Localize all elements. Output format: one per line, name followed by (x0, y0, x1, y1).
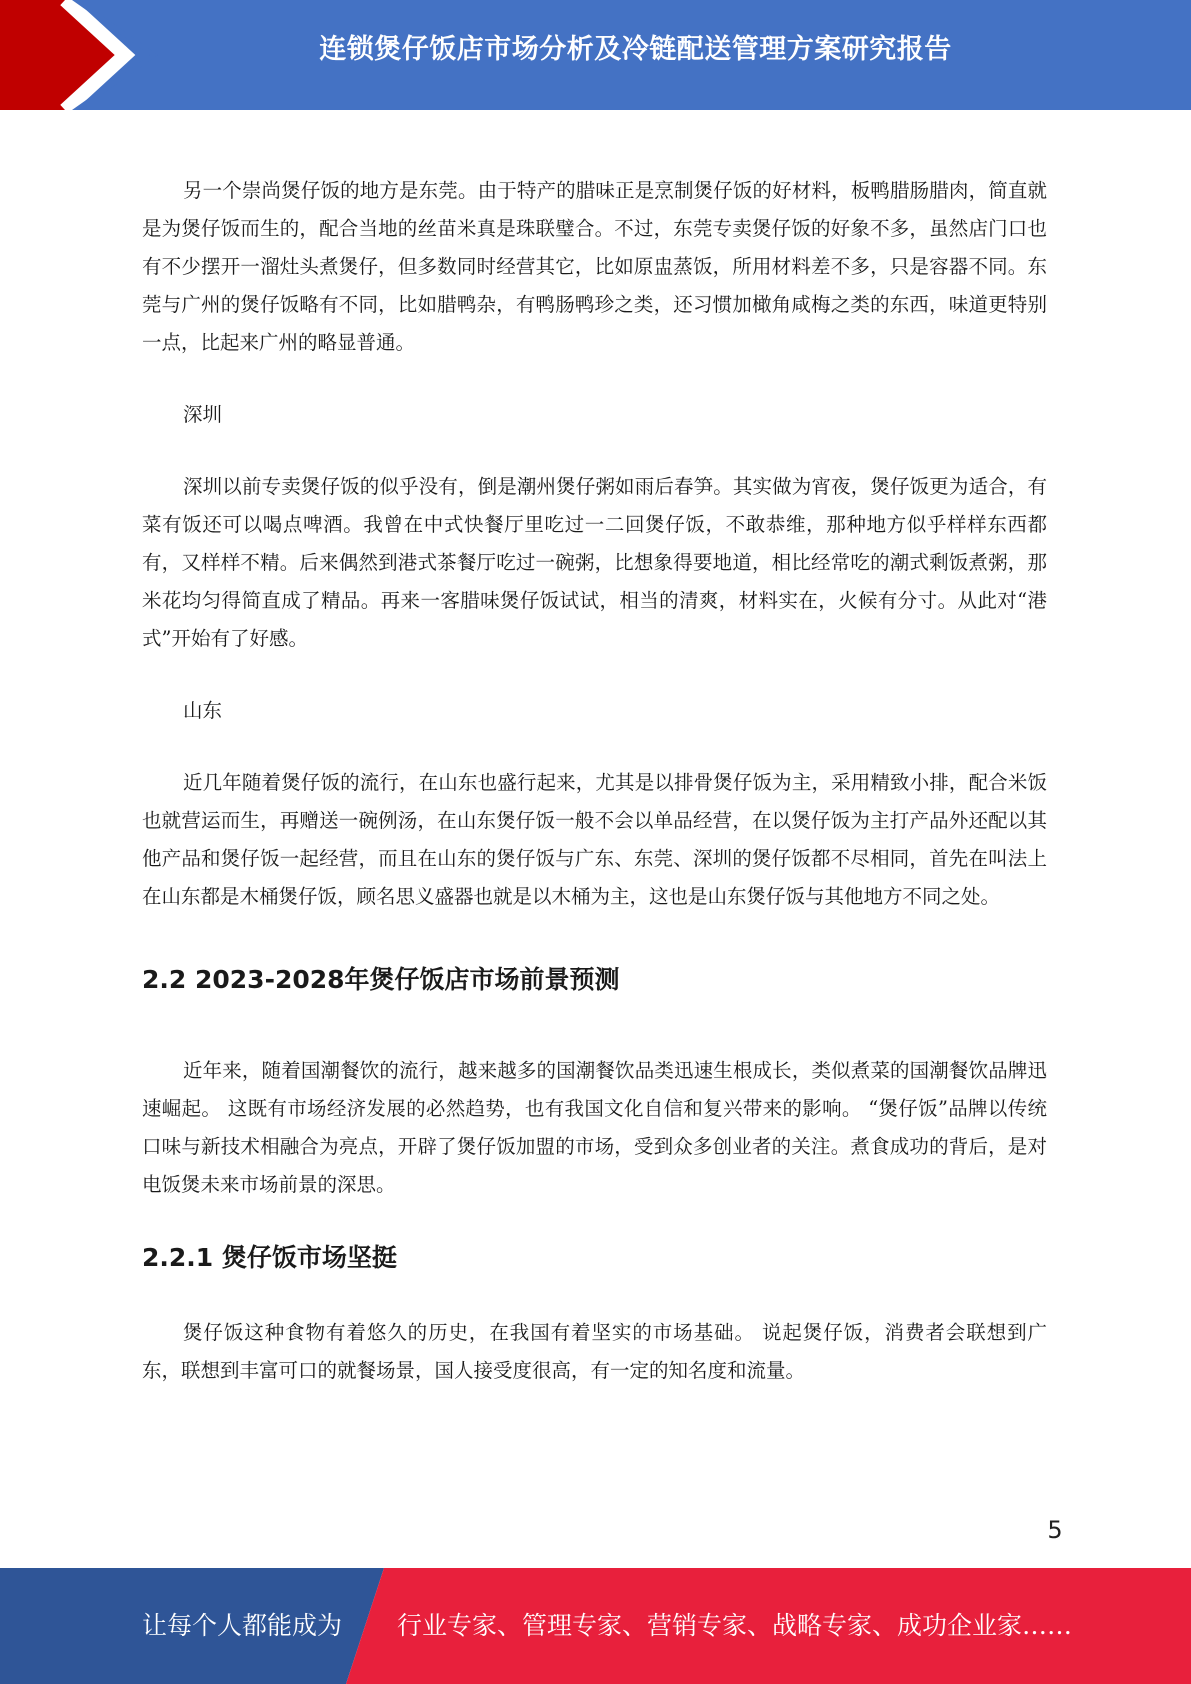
subheading-shandong: 山东 (183, 699, 223, 722)
section-heading-2-2-1: 2.2.1 煲仔饭市场坚挺 (142, 1243, 397, 1272)
footer-slogan-right: 行业专家、管理专家、营销专家、战略专家、成功企业家…… (397, 1611, 1073, 1640)
paragraph-shenzhen: 深圳以前专卖煲仔饭的似乎没有，倒是潮州煲仔粥如雨后春笋。其实做为宵夜，煲仔饭更为适合，有菜有饭还可以喝点啤酒。我曾在中式快餐厅里吃过一二回煲仔饭，不敢恭维，那种地方似乎样样东西都有，又样样不精。后来偶然到港式茶餐厅吃过一碗粥，比想象得要地道，相比经常吃的潮式剩饭煮粥，那米花均匀得简直成了精品。再来一客腊味煲仔饭试试，相当的清爽，材料实在，火候有分寸。从此对“港式”开始有了好感。 (142, 475, 1047, 650)
paragraph-market-outlook: 近年来，随着国潮餐饮的流行，越来越多的国潮餐饮品类迅速生根成长，类似煮菜的国潮餐饮品牌迅速崛起。 这既有市场经济发展的必然趋势，也有我国文化自信和复兴带来的影响。 “煲仔饭”品牌以传统口味与新技术相融合为亮点，开辟了煲仔饭加盟的市场，受到众多创业者的关注。煮食成功的背后，是对电饭煲未来市场前景的深思。 (142, 1059, 1047, 1196)
paragraph-shandong: 近几年随着煲仔饭的流行，在山东也盛行起来，尤其是以排骨煲仔饭为主，采用精致小排，配合米饭也就营运而生，再赠送一碗例汤，在山东煲仔饭一般不会以单品经营，在以煲仔饭为主打产品外还配以其他产品和煲仔饭一起经营，而且在山东的煲仔饭与广东、东莞、深圳的煲仔饭都不尽相同，首先在叫法上在山东都是木桶煲仔饭，顾名思义盛器也就是以木桶为主，这也是山东煲仔饭与其他地方不同之处。 (142, 771, 1047, 908)
header-banner (0, 0, 1191, 110)
page-number: 5 (1047, 1516, 1063, 1544)
footer-banner (0, 1568, 1191, 1684)
footer-slogan-left: 让每个人都能成为 (142, 1611, 343, 1640)
paragraph-dongguan: 另一个崇尚煲仔饭的地方是东莞。由于特产的腊味正是烹制煲仔饭的好材料，板鸭腊肠腊肉，简直就是为煲仔饭而生的，配合当地的丝苗米真是珠联璧合。不过，东莞专卖煲仔饭的好象不多，虽然店门口也有不少摆开一溜灶头煮煲仔，但多数同时经营其它，比如原盅蒸饭，所用材料差不多，只是容器不同。东莞与广州的煲仔饭略有不同，比如腊鸭杂，有鸭肠鸭珍之类，还习惯加橄角咸梅之类的东西，味道更特别一点，比起来广州的略显普通。 (142, 179, 1047, 354)
report-title: 连锁煲仔饭店市场分析及冷链配送管理方案研究报告 (319, 34, 952, 65)
subheading-shenzhen: 深圳 (183, 403, 223, 426)
paragraph-market-stable: 煲仔饭这种食物有着悠久的历史，在我国有着坚实的市场基础。 说起煲仔饭，消费者会联想到广东，联想到丰富可口的就餐场景，国人接受度很高，有一定的知名度和流量。 (142, 1321, 1047, 1382)
page-content (142, 172, 1047, 1390)
header-arrow-icon (0, 0, 160, 110)
section-heading-2-2: 2.2 2023-2028年煲仔饭店市场前景预测 (142, 965, 620, 994)
